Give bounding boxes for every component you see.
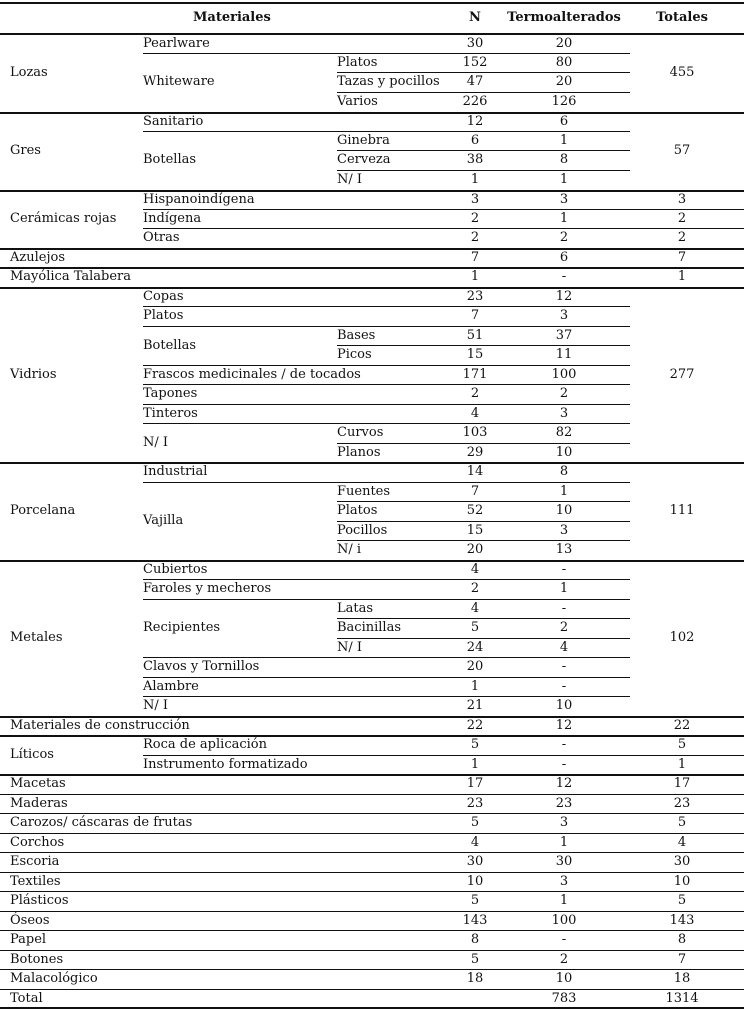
total-value: 1 [677,757,687,772]
n-value: 4 [470,562,480,577]
n-value: 1 [470,269,480,284]
table-rule [143,423,630,424]
table-rule [143,696,630,697]
termoalterados-value: 1 [559,893,569,908]
total-value: 3 [677,192,687,207]
termoalterados-value: 1 [559,172,569,187]
total-value: 4 [677,835,687,850]
termoalterados-value: - [561,269,567,284]
subcategory-label: Otras [143,230,180,245]
n-value: 21 [466,698,484,713]
termoalterados-value: 4 [559,640,569,655]
n-value: 7 [470,250,480,265]
termoalterados-value: 80 [555,55,573,70]
type-label: Pocillos [337,523,388,538]
subcategory-label: Copas [143,289,184,304]
table-rule [337,72,630,73]
subcategory-label: Botellas [143,338,197,353]
termoalterados-value: 100 [551,367,577,382]
termoalterados-value: 2 [559,620,569,635]
termoalterados-value: 30 [555,854,573,869]
n-value: 8 [470,932,480,947]
header-termoalterados: Termoalterados [507,10,621,25]
table-rule [0,560,744,562]
category-label: Papel [10,932,47,947]
n-value: 22 [466,718,484,733]
category-label: Corchos [10,835,65,850]
n-value: 12 [466,114,484,129]
subcategory-label: Frascos medicinales / de tocados [143,367,361,382]
total-value: 1314 [665,991,699,1006]
table-rule [0,33,744,35]
n-value: 103 [462,425,488,440]
termoalterados-value: - [561,757,567,772]
n-value: 15 [466,347,484,362]
table-rule [0,852,744,853]
total-value: 277 [669,367,695,382]
termoalterados-value: 10 [555,503,573,518]
termoalterados-value: 2 [559,952,569,967]
termoalterados-value: - [561,562,567,577]
table-rule [0,969,744,970]
termoalterados-value: 37 [555,328,573,343]
type-label: Platos [337,55,378,70]
n-value: 38 [466,152,484,167]
n-value: 5 [470,952,480,967]
table-rule [143,404,630,405]
termoalterados-value: 3 [559,192,569,207]
table-rule [0,872,744,873]
table-rule [0,833,744,834]
table-rule [143,384,630,385]
termoalterados-value: 126 [551,94,577,109]
subcategory-label: Tapones [143,386,198,401]
termoalterados-value: 12 [555,776,573,791]
category-label: Escoria [10,854,60,869]
type-label: Tazas y pocillos [337,74,440,89]
termoalterados-value: 100 [551,913,577,928]
category-label: Materiales de construcción [10,718,190,733]
total-value: 455 [669,65,695,80]
table-rule [0,774,744,776]
subcategory-label: Faroles y mecheros [143,581,272,596]
termoalterados-value: 3 [559,308,569,323]
table-rule [143,599,630,600]
termoalterados-value: 10 [555,698,573,713]
total-value: 22 [673,718,691,733]
total-value: 7 [677,952,687,967]
total-value: 5 [677,893,687,908]
termoalterados-value: 13 [555,542,573,557]
subcategory-label: Tinteros [143,406,198,421]
table-rule [143,209,744,210]
n-value: 143 [462,913,488,928]
category-label: Malacológico [10,971,98,986]
table-rule [0,287,744,289]
n-value: 1 [470,757,480,772]
type-label: Bacinillas [337,620,402,635]
termoalterados-value: - [561,737,567,752]
subcategory-label: Clavos y Tornillos [143,659,260,674]
subcategory-label: Industrial [143,464,208,479]
n-value: 226 [462,94,488,109]
table-rule [0,112,744,114]
termoalterados-value: 3 [559,815,569,830]
n-value: 152 [462,55,488,70]
termoalterados-value: 11 [555,347,573,362]
category-label: Líticos [10,747,54,762]
n-value: 30 [466,36,484,51]
n-value: 47 [466,74,484,89]
type-label: Ginebra [337,133,390,148]
termoalterados-value: 82 [555,425,573,440]
total-value: 5 [677,815,687,830]
table-rule [143,579,630,580]
category-label: Plásticos [10,893,69,908]
n-value: 4 [470,406,480,421]
subcategory-label: Roca de aplicación [143,737,267,752]
termoalterados-value: 12 [555,718,573,733]
subcategory-label: N/ I [143,698,169,713]
table-rule [143,306,630,307]
table-rule [337,521,630,522]
table-rule [143,326,630,327]
category-label: Cerámicas rojas [10,211,117,226]
n-value: 2 [470,581,480,596]
category-label: Porcelana [10,503,76,518]
total-value: 102 [669,630,695,645]
termoalterados-value: - [561,659,567,674]
n-value: 4 [470,835,480,850]
termoalterados-value: 3 [559,406,569,421]
category-label: Óseos [10,913,50,928]
termoalterados-value: - [561,601,567,616]
type-label: Planos [337,445,381,460]
termoalterados-value: 8 [559,464,569,479]
n-value: 10 [466,874,484,889]
subcategory-label: Sanitario [143,114,204,129]
total-value: 57 [673,143,691,158]
n-value: 5 [470,737,480,752]
termoalterados-value: 1 [559,133,569,148]
n-value: 3 [470,192,480,207]
termoalterados-value: 6 [559,250,569,265]
subcategory-label: Indígena [143,211,202,226]
type-label: Picos [337,347,372,362]
n-value: 29 [466,445,484,460]
subcategory-label: Botellas [143,152,197,167]
type-label: Latas [337,601,374,616]
total-value: 30 [673,854,691,869]
termoalterados-value: 3 [559,523,569,538]
table-rule [337,638,630,639]
table-rule [0,2,744,4]
total-value: 18 [673,971,691,986]
category-label: Vidrios [10,367,57,382]
header-materiales: Materiales [193,10,271,25]
termoalterados-value: 1 [559,211,569,226]
table-rule [143,482,630,483]
type-label: N/ I [337,640,363,655]
n-value: 52 [466,503,484,518]
table-rule [337,92,630,93]
category-label: Azulejos [10,250,65,265]
table-rule [0,190,744,192]
n-value: 23 [466,289,484,304]
table-rule [337,443,630,444]
n-value: 14 [466,464,484,479]
table-rule [0,911,744,912]
total-value: 2 [677,230,687,245]
table-rule [143,755,744,756]
table-rule [337,540,630,541]
type-label: N/ I [337,172,363,187]
subcategory-label: Hispanoindígena [143,192,255,207]
n-value: 171 [462,367,488,382]
subcategory-label: Cubiertos [143,562,208,577]
termoalterados-value: 2 [559,230,569,245]
category-label: Gres [10,143,41,158]
subcategory-label: Whiteware [143,74,215,89]
table-rule [0,716,744,718]
termoalterados-value: 8 [559,152,569,167]
category-label: Lozas [10,65,48,80]
n-value: 1 [470,679,480,694]
total-value: 2 [677,211,687,226]
table-rule [143,657,630,658]
table-rule [337,150,630,151]
n-value: 4 [470,601,480,616]
table-rule [143,677,630,678]
table-rule [143,131,630,132]
total-value: 8 [677,932,687,947]
table-rule [0,813,744,814]
total-value: 10 [673,874,691,889]
type-label: Fuentes [337,484,391,499]
table-rule [143,53,630,54]
category-label: Mayólica Talabera [10,269,132,284]
table-rule [0,950,744,951]
n-value: 2 [470,211,480,226]
termoalterados-value: 12 [555,289,573,304]
termoalterados-value: 1 [559,581,569,596]
n-value: 6 [470,133,480,148]
category-label: Botones [10,952,64,967]
category-label: Macetas [10,776,66,791]
n-value: 20 [466,659,484,674]
type-label: Platos [337,503,378,518]
subcategory-label: Vajilla [143,513,184,528]
n-value: 24 [466,640,484,655]
category-label: Carozos/ cáscaras de frutas [10,815,193,830]
termoalterados-value: 783 [551,991,577,1006]
n-value: 18 [466,971,484,986]
termoalterados-value: 1 [559,835,569,850]
n-value: 5 [470,893,480,908]
total-value: 7 [677,250,687,265]
table-rule [0,735,744,737]
category-label: Textiles [10,874,61,889]
n-value: 5 [470,815,480,830]
n-value: 23 [466,796,484,811]
termoalterados-value: 20 [555,74,573,89]
subcategory-label: Alambre [143,679,199,694]
table-rule [0,930,744,931]
table-rule [0,989,744,990]
n-value: 15 [466,523,484,538]
n-value: 1 [470,172,480,187]
type-label: Varios [337,94,378,109]
header-totales: Totales [656,10,708,25]
n-value: 2 [470,386,480,401]
table-rule [0,248,744,250]
type-label: Curvos [337,425,384,440]
termoalterados-value: 3 [559,874,569,889]
total-value: 1 [677,269,687,284]
n-value: 51 [466,328,484,343]
n-value: 30 [466,854,484,869]
total-value: 23 [673,796,691,811]
table-rule [337,170,630,171]
termoalterados-value: 1 [559,484,569,499]
category-label: Maderas [10,796,68,811]
n-value: 7 [470,484,480,499]
table-rule [337,618,630,619]
subcategory-label: N/ I [143,435,169,450]
n-value: 5 [470,620,480,635]
total-value: 5 [677,737,687,752]
termoalterados-value: 20 [555,36,573,51]
header-n: N [469,10,481,25]
termoalterados-value: - [561,932,567,947]
n-value: 7 [470,308,480,323]
table-rule [143,228,744,229]
table-rule [0,462,744,464]
category-label: Total [10,991,43,1006]
table-rule [337,345,630,346]
type-label: Cerveza [337,152,391,167]
subcategory-label: Recipientes [143,620,221,635]
table-rule [143,365,630,366]
termoalterados-value: 23 [555,796,573,811]
n-value: 20 [466,542,484,557]
subcategory-label: Pearlware [143,36,210,51]
table-rule [0,794,744,795]
type-label: Bases [337,328,376,343]
termoalterados-value: 2 [559,386,569,401]
category-label: Metales [10,630,63,645]
termoalterados-value: - [561,679,567,694]
subcategory-label: Instrumento formatizado [143,757,308,772]
n-value: 17 [466,776,484,791]
table-rule [0,267,744,269]
termoalterados-value: 6 [559,114,569,129]
subcategory-label: Platos [143,308,184,323]
n-value: 2 [470,230,480,245]
termoalterados-value: 10 [555,445,573,460]
table-rule [0,891,744,892]
type-label: N/ i [337,542,362,557]
table-rule [337,501,630,502]
termoalterados-value: 10 [555,971,573,986]
total-value: 143 [669,913,695,928]
total-value: 111 [669,503,695,518]
total-value: 17 [673,776,691,791]
